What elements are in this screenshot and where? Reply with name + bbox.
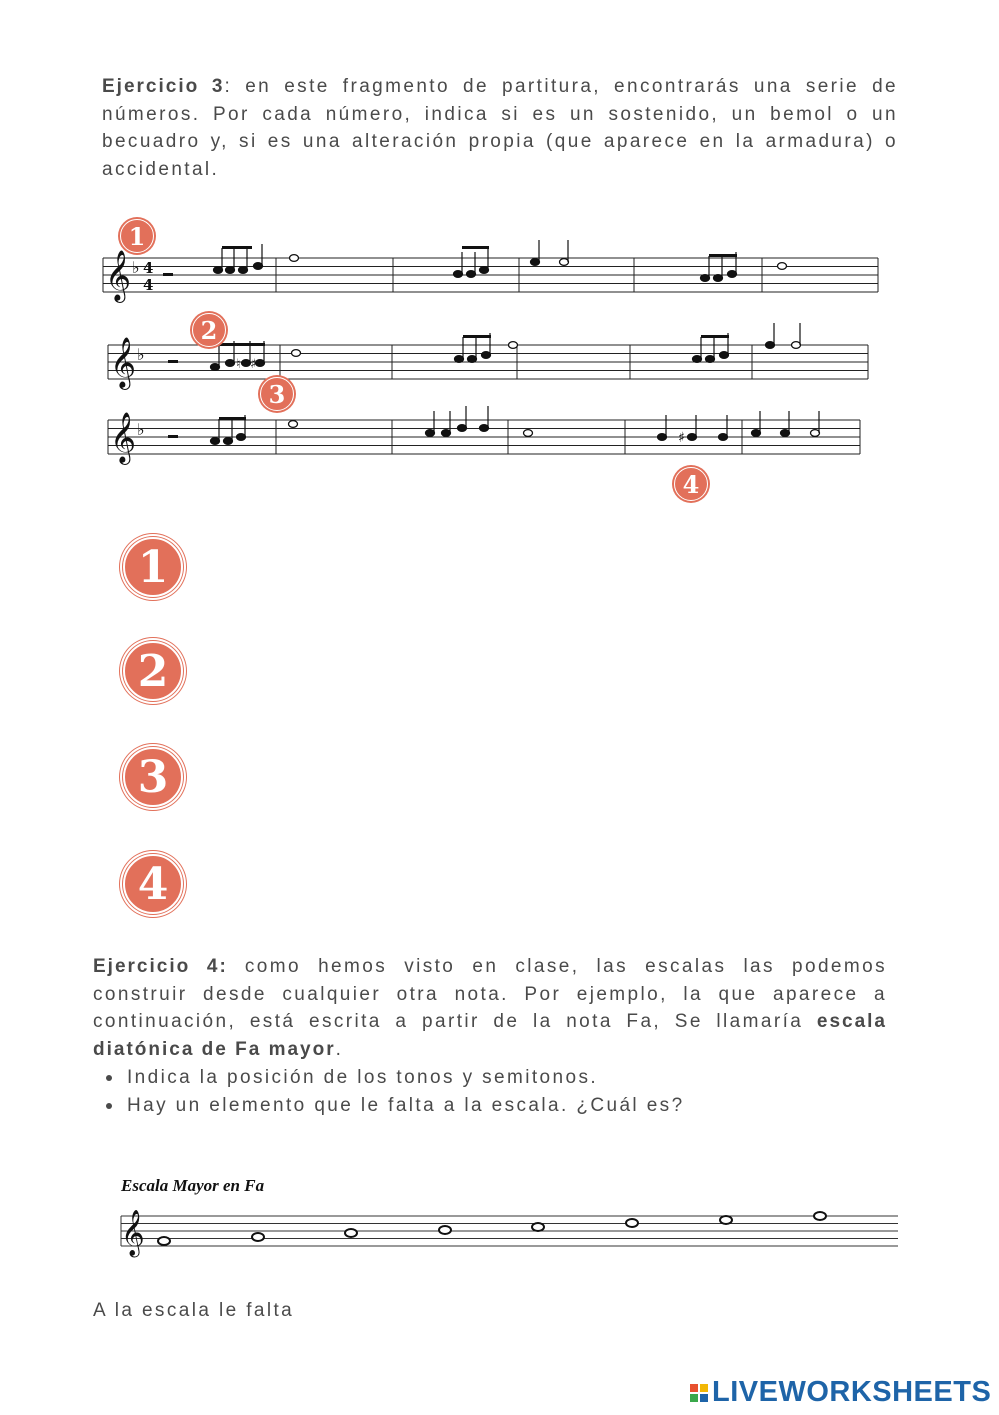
flat-icon: ♭	[137, 345, 145, 364]
logo-square	[690, 1384, 698, 1392]
score-marker-3: 3	[258, 375, 296, 413]
answer-badge-3: 3	[120, 744, 186, 810]
exercise-4-emphasis: escala diatónica de Fa mayor	[93, 1011, 887, 1060]
logo-mark-icon	[690, 1384, 708, 1402]
scale-title: Escala Mayor en Fa	[121, 1176, 265, 1195]
treble-clef-icon: 𝄞	[105, 250, 132, 301]
treble-clef-icon: 𝄞	[121, 1210, 145, 1256]
exercise-3-label: Ejercicio 3	[102, 76, 225, 97]
score-marker-4: 4	[672, 465, 710, 503]
bullet-item: Indica la posición de los tonos y semitonos.	[93, 1064, 893, 1092]
answer-badge-1: 1	[120, 534, 186, 600]
whole-note	[626, 1219, 638, 1227]
time-signature-top: 4	[143, 259, 154, 277]
whole-note	[252, 1233, 264, 1241]
exercise-4-label: Ejercicio 4:	[93, 956, 228, 977]
exercise-3-text: : en este fragmento de partitura, encontrarás una serie de números. Por cada número, indica si es un sostenido, un bemol o un becuadro y, si es una alteración propia (que aparece en la armadura) o accidental.	[102, 76, 898, 180]
whole-note	[720, 1216, 732, 1224]
whole-note	[439, 1226, 451, 1234]
sharp-icon: ♯	[250, 357, 257, 372]
flat-icon: ♭	[137, 420, 145, 439]
score-marker-1: 1	[118, 217, 156, 255]
flat-icon: ♭	[132, 258, 140, 277]
whole-note	[532, 1223, 544, 1231]
logo-square	[700, 1394, 708, 1402]
logo-square	[700, 1384, 708, 1392]
treble-clef-icon: 𝄞	[110, 337, 137, 388]
whole-note	[158, 1237, 170, 1245]
time-signature-bottom: 4	[143, 276, 154, 294]
exercise-4-period: .	[335, 1038, 344, 1060]
exercise-4-text: como hemos visto en clase, las escalas las podemos construir desde cualquier otra nota. Por ejemplo, la que aparece a continuación, está escrita a partir de la nota Fa, Se llamaría	[93, 956, 887, 1032]
treble-clef-icon: 𝄞	[110, 412, 137, 463]
logo-square	[690, 1394, 698, 1402]
logo-text: LIVEWORKSHEETS	[712, 1376, 992, 1408]
missing-element-prompt: A la escala le falta	[93, 1300, 295, 1321]
whole-note	[814, 1212, 826, 1220]
answer-badge-4: 4	[120, 851, 186, 917]
bullet-item: Hay un elemento que le falta a la escala. ¿Cuál es?	[93, 1092, 893, 1120]
whole-note	[345, 1229, 357, 1237]
natural-icon: ♮	[236, 357, 241, 372]
sharp-icon: ♯	[678, 430, 685, 446]
liveworksheets-logo	[690, 1376, 991, 1409]
score-marker-2: 2	[190, 311, 228, 349]
answer-badge-2: 2	[120, 638, 186, 704]
